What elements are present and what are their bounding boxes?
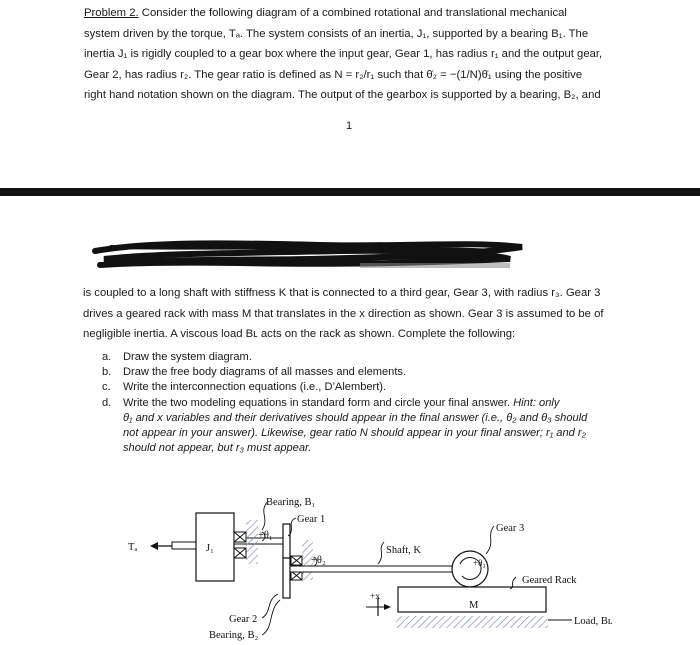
torque-label: Tₐ bbox=[128, 542, 138, 553]
problem-label: Problem 2. bbox=[84, 7, 139, 19]
continuation-line-3: negligible inertia. A viscous load Bʟ acts on the rack as shown. Complete the following: bbox=[83, 328, 516, 340]
continuation-line-1: is coupled to a long shaft with stiffness K that is connected to a third gear, Gear 3, with radius r₃. Gear 3 bbox=[83, 287, 601, 299]
task-item-b bbox=[102, 365, 683, 380]
inertia-label: J₁ bbox=[206, 543, 214, 554]
gear1-label: Gear 1 bbox=[297, 514, 326, 525]
hint-label: Hint: bbox=[513, 396, 536, 409]
hint-line-3: not appear in your answer). Likewise, gear ratio N should appear in your final answer; r₁ and r₂ bbox=[123, 427, 586, 440]
theta1-label: +θ₁ bbox=[258, 530, 273, 541]
torque-arrow-head-icon bbox=[150, 542, 158, 550]
problem-line-4: Gear 2, has radius r₂. The gear ratio is defined as N = r₂/r₁ such that θ̇₂ = −(1/N)θ̇₁ using the positive bbox=[84, 68, 583, 81]
page-number: 1 bbox=[346, 120, 353, 132]
gear-1 bbox=[283, 524, 290, 558]
hint-line-1: only bbox=[539, 396, 560, 409]
mechanical-diagram bbox=[0, 480, 700, 645]
continuation-paragraph bbox=[83, 283, 604, 345]
bearing2-label: Bearing, B₂ bbox=[209, 630, 259, 641]
problem-statement bbox=[84, 3, 602, 106]
hint-line-2: θ₁ and x variables and their derivatives should appear in the final answer (i.e., θ₂ and θ₃ should bbox=[123, 411, 588, 424]
plus-x-arrow-head-icon bbox=[384, 604, 391, 610]
mass-label: M bbox=[469, 600, 479, 611]
page-divider bbox=[0, 188, 700, 196]
task-text: Write the two modeling equations in standard form and circle your final answer. bbox=[123, 396, 511, 409]
theta2-label: +θ₂ bbox=[311, 555, 326, 566]
task-marker: b. bbox=[102, 366, 112, 379]
hint-line-4: should not appear, but r₃ must appear. bbox=[123, 442, 312, 455]
gear-3 bbox=[452, 551, 488, 587]
inertia-j1 bbox=[196, 513, 234, 581]
gear-2 bbox=[283, 558, 290, 598]
shaft-label: Shaft, K bbox=[386, 545, 421, 556]
problem-line-2: system driven by the torque, Tₐ. The system consists of an inertia, J₁, supported by a bearing B₁. The bbox=[84, 27, 589, 40]
task-text: Draw the free body diagrams of all masses and elements. bbox=[123, 366, 407, 379]
gear2-label: Gear 2 bbox=[229, 614, 258, 625]
redaction-scribble bbox=[90, 233, 530, 273]
problem-line-1: Problem 2. Consider the following diagram of a combined rotational and translational mechanical bbox=[84, 7, 567, 19]
shaft-k bbox=[290, 566, 468, 572]
gear3-label: Gear 3 bbox=[496, 523, 525, 534]
plus-x-label: +x bbox=[370, 592, 381, 602]
task-marker: c. bbox=[102, 381, 111, 394]
task-list bbox=[102, 350, 683, 456]
load-ground bbox=[396, 616, 548, 628]
problem-line-3: inertia J₁ is rigidly coupled to a gear box where the input gear, Gear 1, has radius r₁ and the output gear, bbox=[84, 48, 603, 60]
load-label: Load, Bʟ bbox=[574, 616, 613, 627]
bearing-b1-wall bbox=[246, 520, 258, 564]
task-text: Write the interconnection equations (i.e., D’Alembert). bbox=[123, 381, 387, 394]
rack-label: Geared Rack bbox=[522, 575, 577, 586]
problem-line-5: right hand notation shown on the diagram. The output of the gearbox is supported by a bearing, B₂, and bbox=[84, 89, 601, 101]
continuation-line-2: drives a geared rack with mass M that translates in the x direction as shown. Gear 3 is assumed to be of bbox=[83, 307, 604, 320]
task-item-d bbox=[102, 396, 683, 411]
task-marker: d. bbox=[102, 396, 112, 409]
theta3-label: +θ₃ bbox=[473, 558, 486, 568]
task-marker: a. bbox=[102, 351, 112, 363]
task-item-c bbox=[102, 380, 683, 395]
task-text: Draw the system diagram. bbox=[123, 351, 252, 363]
task-item-a bbox=[102, 350, 683, 365]
bearing1-label: Bearing, B₁ bbox=[266, 497, 316, 508]
